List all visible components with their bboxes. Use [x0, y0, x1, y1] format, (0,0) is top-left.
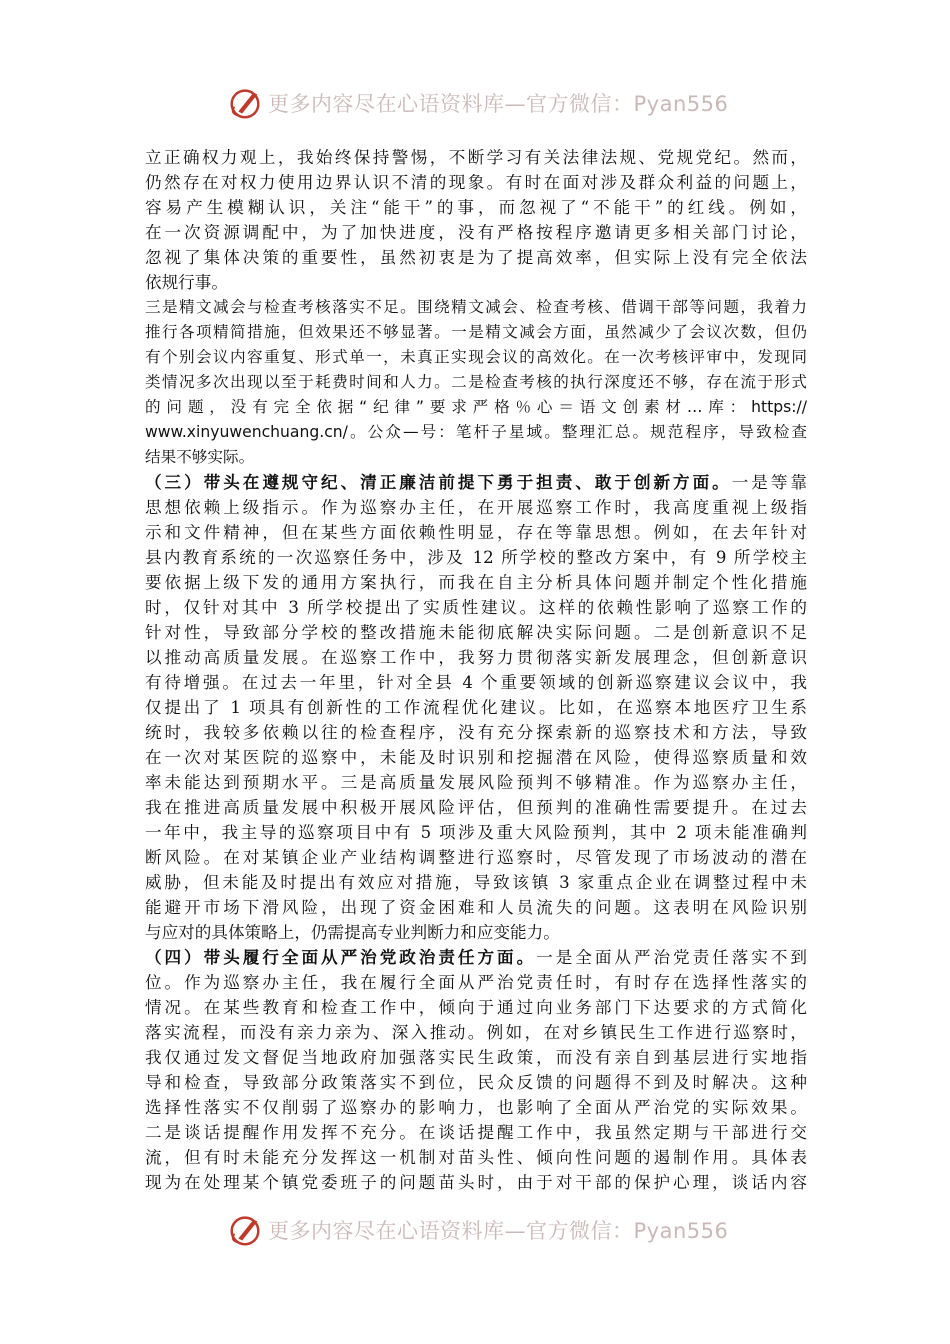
- line-text: www.xinyuwenchuang.cn/。公众—号：笔杆子星域。整理汇总。规范程序，导致检查: [145, 423, 807, 441]
- text-line: [145, 670, 807, 695]
- text-line: [145, 995, 807, 1020]
- line-text: 统时，我较多依赖以往的检查程序，没有充分探索新的巡察技术和方法，导致: [145, 723, 807, 742]
- text-line: [145, 445, 807, 470]
- text-line: [145, 1095, 807, 1120]
- line-text: 以推动高质量发展。在巡察工作中，我努力贯彻落实新发展理念，但创新意识: [145, 648, 807, 667]
- text-line: [145, 420, 807, 445]
- line-text: 断风险。在对某镇企业产业结构调整进行巡察时，尽管发现了市场波动的潜在: [145, 848, 807, 867]
- text-line: [145, 520, 807, 545]
- text-line: [145, 970, 807, 995]
- line-text: 位。作为巡察办主任，我在履行全面从严治党责任时，有时存在选择性落实的: [145, 973, 807, 992]
- line-text: 忽视了集体决策的重要性，虽然初衷是为了提高效率，但实际上没有完全依法: [145, 248, 807, 267]
- text-line: [145, 545, 807, 570]
- text-line: [145, 1170, 807, 1195]
- line-text: 二是谈话提醒作用发挥不充分。在谈话提醒工作中，我虽然定期与干部进行交: [145, 1123, 807, 1142]
- header-watermark-banner: [226, 83, 729, 123]
- line-text: 流，但有时未能充分发挥这一机制对苗头性、倾向性问题的遏制作用。具体表: [145, 1148, 807, 1167]
- line-text: 仍然存在对权力使用边界认识不清的现象。有时在面对涉及群众利益的问题上，: [145, 173, 807, 192]
- watermark-text: 更多内容尽在心语资料库—官方微信：Pyan556: [268, 92, 729, 116]
- line-text: 能避开市场下滑风险，出现了资金困难和人员流失的问题。这表明在风险识别: [145, 898, 807, 917]
- text-line: [145, 845, 807, 870]
- text-line: [145, 1120, 807, 1145]
- text-line: [145, 570, 807, 595]
- line-text: 我在推进高质量发展中积极开展风险评估，但预判的准确性需要提升。在过去: [145, 798, 807, 817]
- text-line: [145, 820, 807, 845]
- text-line: [145, 145, 807, 170]
- line-text: 要依据上级下发的通用方案执行，而我在自主分析具体问题并制定个性化措施: [145, 573, 807, 592]
- text-line: [145, 470, 807, 495]
- text-line: [145, 920, 807, 945]
- line-text: 现为在处理某个镇党委班子的问题苗头时，由于对干部的保护心理，谈话内容: [145, 1173, 807, 1192]
- line-text: 推行各项精简措施，但效果还不够显著。一是精文减会方面，虽然减少了会议次数，但仍: [145, 323, 807, 341]
- line-text: 一是全面从严治党责任落实不到: [536, 948, 807, 967]
- line-text: 有待增强。在过去一年里，针对全县 4 个重要领域的创新巡察建议会议中，我: [145, 673, 807, 692]
- section-heading: （三）带头在遵规守纪、清正廉洁前提下勇于担责、敢于创新方面。: [145, 472, 732, 492]
- text-line: [145, 895, 807, 920]
- line-text: 一年中，我主导的巡察项目中有 5 项涉及重大风险预判，其中 2 项未能准确判: [145, 823, 807, 842]
- line-text: 县内教育系统的一次巡察任务中，涉及 12 所学校的整改方案中，有 9 所学校主: [145, 548, 807, 567]
- text-line: [145, 370, 807, 395]
- text-line: [145, 270, 807, 295]
- line-text: 思想依赖上级指示。作为巡察办主任，在开展巡察工作时，我高度重视上级指: [145, 498, 807, 517]
- section-heading: （四）带头履行全面从严治党政治责任方面。: [145, 947, 537, 967]
- line-text: 针对性，导致部分学校的整改措施未能彻底解决实际问题。二是创新意识不足: [145, 623, 807, 642]
- text-line: [145, 1045, 807, 1070]
- footer-watermark-banner: [226, 1210, 729, 1250]
- watermark-text: 更多内容尽在心语资料库—官方微信：Pyan556: [268, 1219, 729, 1243]
- line-text: 的问题，没有完全依据“纪律”要求严格％心＝语文创素材…库：https://: [145, 398, 807, 416]
- text-line: [145, 245, 807, 270]
- text-line: [145, 795, 807, 820]
- text-line: [145, 945, 807, 970]
- text-line: [145, 620, 807, 645]
- line-text: 容易产生模糊认识，关注“能干”的事，而忽视了“不能干”的红线。例如，: [145, 198, 807, 217]
- line-text: 率未能达到预期水平。三是高质量发展风险预判不够精准。作为巡察办主任，: [145, 773, 807, 792]
- line-text: 在一次对某医院的巡察中，未能及时识别和挖掘潜在风险，使得巡察质量和效: [145, 748, 807, 767]
- text-line: [145, 1020, 807, 1045]
- line-text: 在一次资源调配中，为了加快进度，没有严格按程序邀请更多相关部门讨论，: [145, 223, 807, 242]
- line-text: 时，仅针对其中 3 所学校提出了实质性建议。这样的依赖性影响了巡察工作的: [145, 598, 807, 617]
- text-line: [145, 170, 807, 195]
- document-body: [145, 145, 807, 1195]
- line-text: 仅提出了 1 项具有创新性的工作流程优化建议。比如，在巡察本地医疗卫生系: [145, 698, 807, 717]
- line-text: 有个别会议内容重复、形式单一，未真正实现会议的高效化。在一次考核评审中，发现同: [145, 348, 807, 366]
- line-text: 结果不够实际。: [145, 448, 255, 466]
- line-text: 情况。在某些教育和检查工作中，倾向于通过向业务部门下达要求的方式简化: [145, 998, 807, 1017]
- text-line: [145, 695, 807, 720]
- line-text: 类情况多次出现以至于耗费时间和人力。二是检查考核的执行深度还不够，存在流于形式: [145, 373, 807, 391]
- pen-circle-logo-icon: [226, 1211, 264, 1249]
- line-text: 导和检查，导致部分政策落实不到位，民众反馈的问题得不到及时解决。这种: [145, 1073, 807, 1092]
- text-line: [145, 345, 807, 370]
- line-text: 落实流程，而没有亲力亲为、深入推动。例如，在对乡镇民生工作进行巡察时，: [145, 1023, 807, 1042]
- line-text: 一是等靠: [731, 473, 807, 492]
- text-line: [145, 770, 807, 795]
- text-line: [145, 1070, 807, 1095]
- text-line: [145, 595, 807, 620]
- text-line: [145, 720, 807, 745]
- pen-circle-logo-icon: [226, 84, 264, 122]
- text-line: [145, 1145, 807, 1170]
- line-text: 我仅通过发文督促当地政府加强落实民生政策，而没有亲自到基层进行实地指: [145, 1048, 807, 1067]
- line-text: 示和文件精神，但在某些方面依赖性明显，存在等靠思想。例如，在去年针对: [145, 523, 807, 542]
- line-text: 与应对的具体策略上，仍需提高专业判断力和应变能力。: [145, 923, 560, 942]
- line-text: 依规行事。: [145, 273, 228, 292]
- line-text: 三是精文减会与检查考核落实不足。围绕精文减会、检查考核、借调干部等问题，我着力: [145, 298, 807, 316]
- text-line: [145, 295, 807, 320]
- text-line: [145, 645, 807, 670]
- line-text: 威胁，但未能及时提出有效应对措施，导致该镇 3 家重点企业在调整过程中未: [145, 873, 807, 892]
- text-line: [145, 870, 807, 895]
- text-line: [145, 220, 807, 245]
- line-text: 选择性落实不仅削弱了巡察办的影响力，也影响了全面从严治党的实际效果。: [145, 1098, 807, 1117]
- text-line: [145, 395, 807, 420]
- text-line: [145, 320, 807, 345]
- line-text: 立正确权力观上，我始终保持警惕，不断学习有关法律法规、党规党纪。然而，: [145, 148, 807, 167]
- text-line: [145, 745, 807, 770]
- text-line: [145, 195, 807, 220]
- text-line: [145, 495, 807, 520]
